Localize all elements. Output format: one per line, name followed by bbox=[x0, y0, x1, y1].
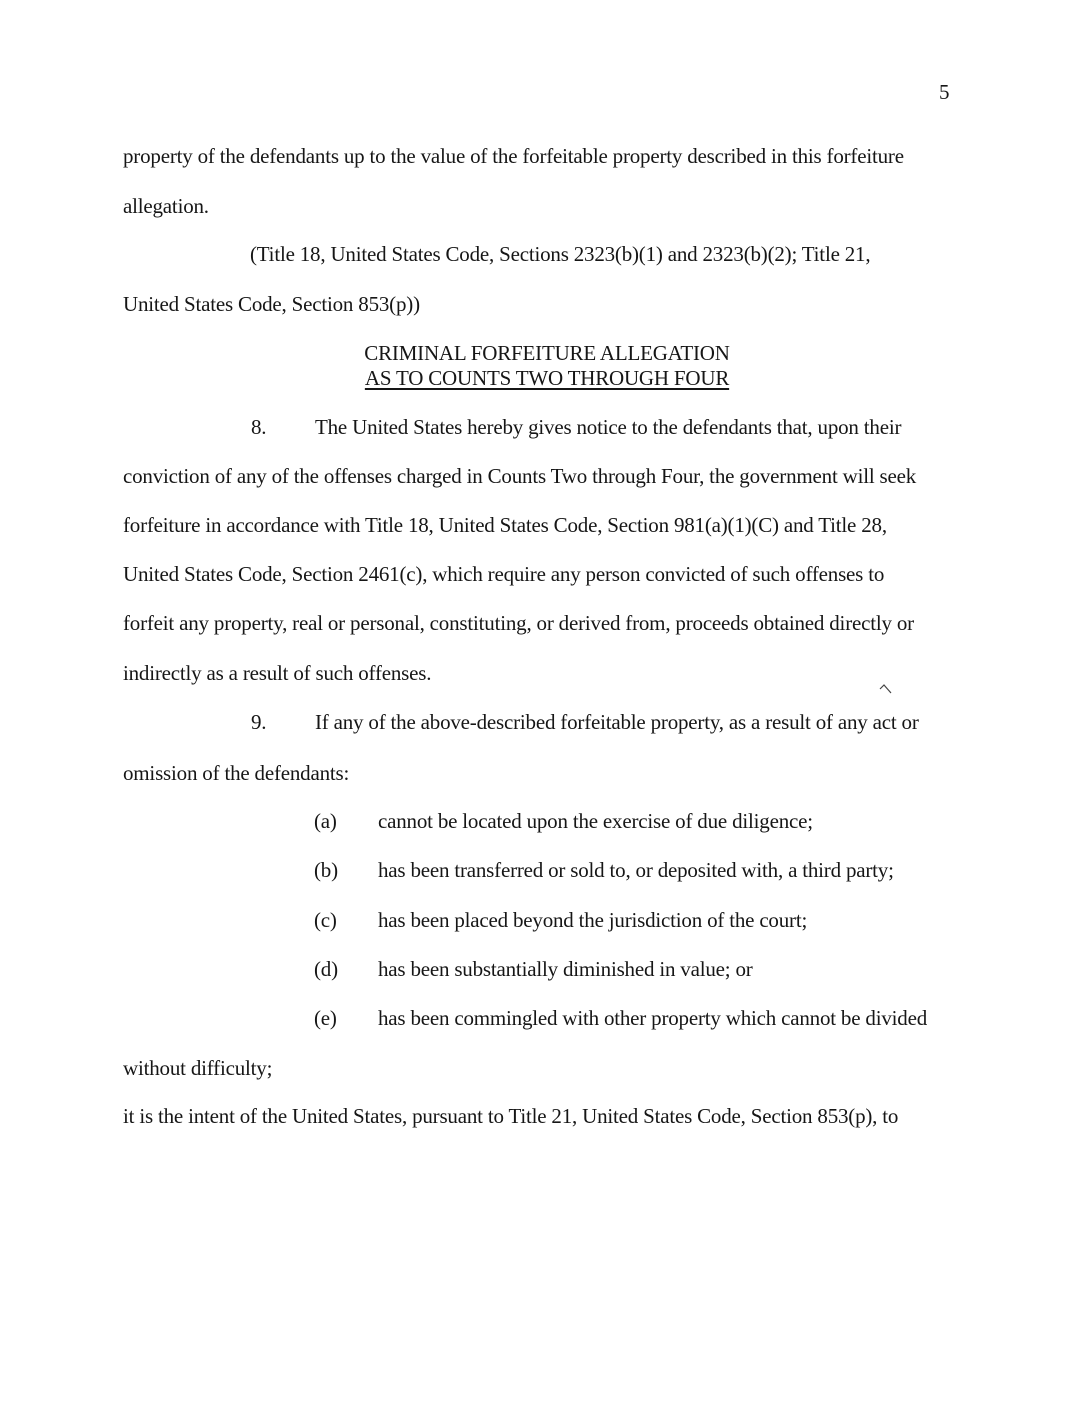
list-item-label: (a) bbox=[314, 809, 337, 833]
paragraph-line: The United States hereby gives notice to the defendants that, upon their bbox=[315, 415, 902, 439]
paragraph-line: forfeiture in accordance with Title 18, United States Code, Section 981(a)(1)(C) and Title 28, bbox=[123, 513, 887, 537]
citation-line: United States Code, Section 853(p)) bbox=[123, 292, 420, 316]
list-item-label: (c) bbox=[314, 908, 337, 932]
body-line: allegation. bbox=[123, 194, 209, 218]
heading-line-2: AS TO COUNTS TWO THROUGH FOUR bbox=[364, 366, 730, 390]
scan-artifact-mark bbox=[879, 683, 893, 695]
section-heading bbox=[0, 341, 1080, 365]
section-subheading bbox=[0, 366, 1080, 390]
paragraph-number: 9. bbox=[251, 710, 267, 734]
paragraph-line: indirectly as a result of such offenses. bbox=[123, 661, 432, 685]
paragraph-number: 8. bbox=[251, 415, 267, 439]
list-item-text: has been transferred or sold to, or deposited with, a third party; bbox=[378, 858, 894, 882]
paragraph-line: omission of the defendants: bbox=[123, 761, 350, 785]
paragraph-line: forfeit any property, real or personal, constituting, or derived from, proceeds obtained directly or bbox=[123, 611, 914, 635]
page-number: 5 bbox=[939, 80, 950, 104]
paragraph-line: conviction of any of the offenses charged in Counts Two through Four, the government will seek bbox=[123, 464, 917, 488]
citation-line: (Title 18, United States Code, Sections 2323(b)(1) and 2323(b)(2); Title 21, bbox=[250, 242, 871, 266]
list-item-label: (e) bbox=[314, 1006, 337, 1030]
list-item-text: has been substantially diminished in value; or bbox=[378, 957, 753, 981]
list-item-label: (d) bbox=[314, 957, 338, 981]
body-line: property of the defendants up to the value of the forfeitable property described in this forfeiture bbox=[123, 144, 904, 168]
paragraph-line: United States Code, Section 2461(c), which require any person convicted of such offenses to bbox=[123, 562, 885, 586]
paragraph-line: it is the intent of the United States, pursuant to Title 21, United States Code, Section 853(p), to bbox=[123, 1104, 899, 1128]
heading-line-1: CRIMINAL FORFEITURE ALLEGATION bbox=[364, 341, 730, 365]
paragraph-line: If any of the above-described forfeitable property, as a result of any act or bbox=[315, 710, 919, 734]
list-item-text: cannot be located upon the exercise of due diligence; bbox=[378, 809, 813, 833]
list-item-text: has been commingled with other property which cannot be divided bbox=[378, 1006, 927, 1030]
paragraph-line: without difficulty; bbox=[123, 1056, 273, 1080]
list-item-label: (b) bbox=[314, 858, 338, 882]
list-item-text: has been placed beyond the jurisdiction of the court; bbox=[378, 908, 808, 932]
